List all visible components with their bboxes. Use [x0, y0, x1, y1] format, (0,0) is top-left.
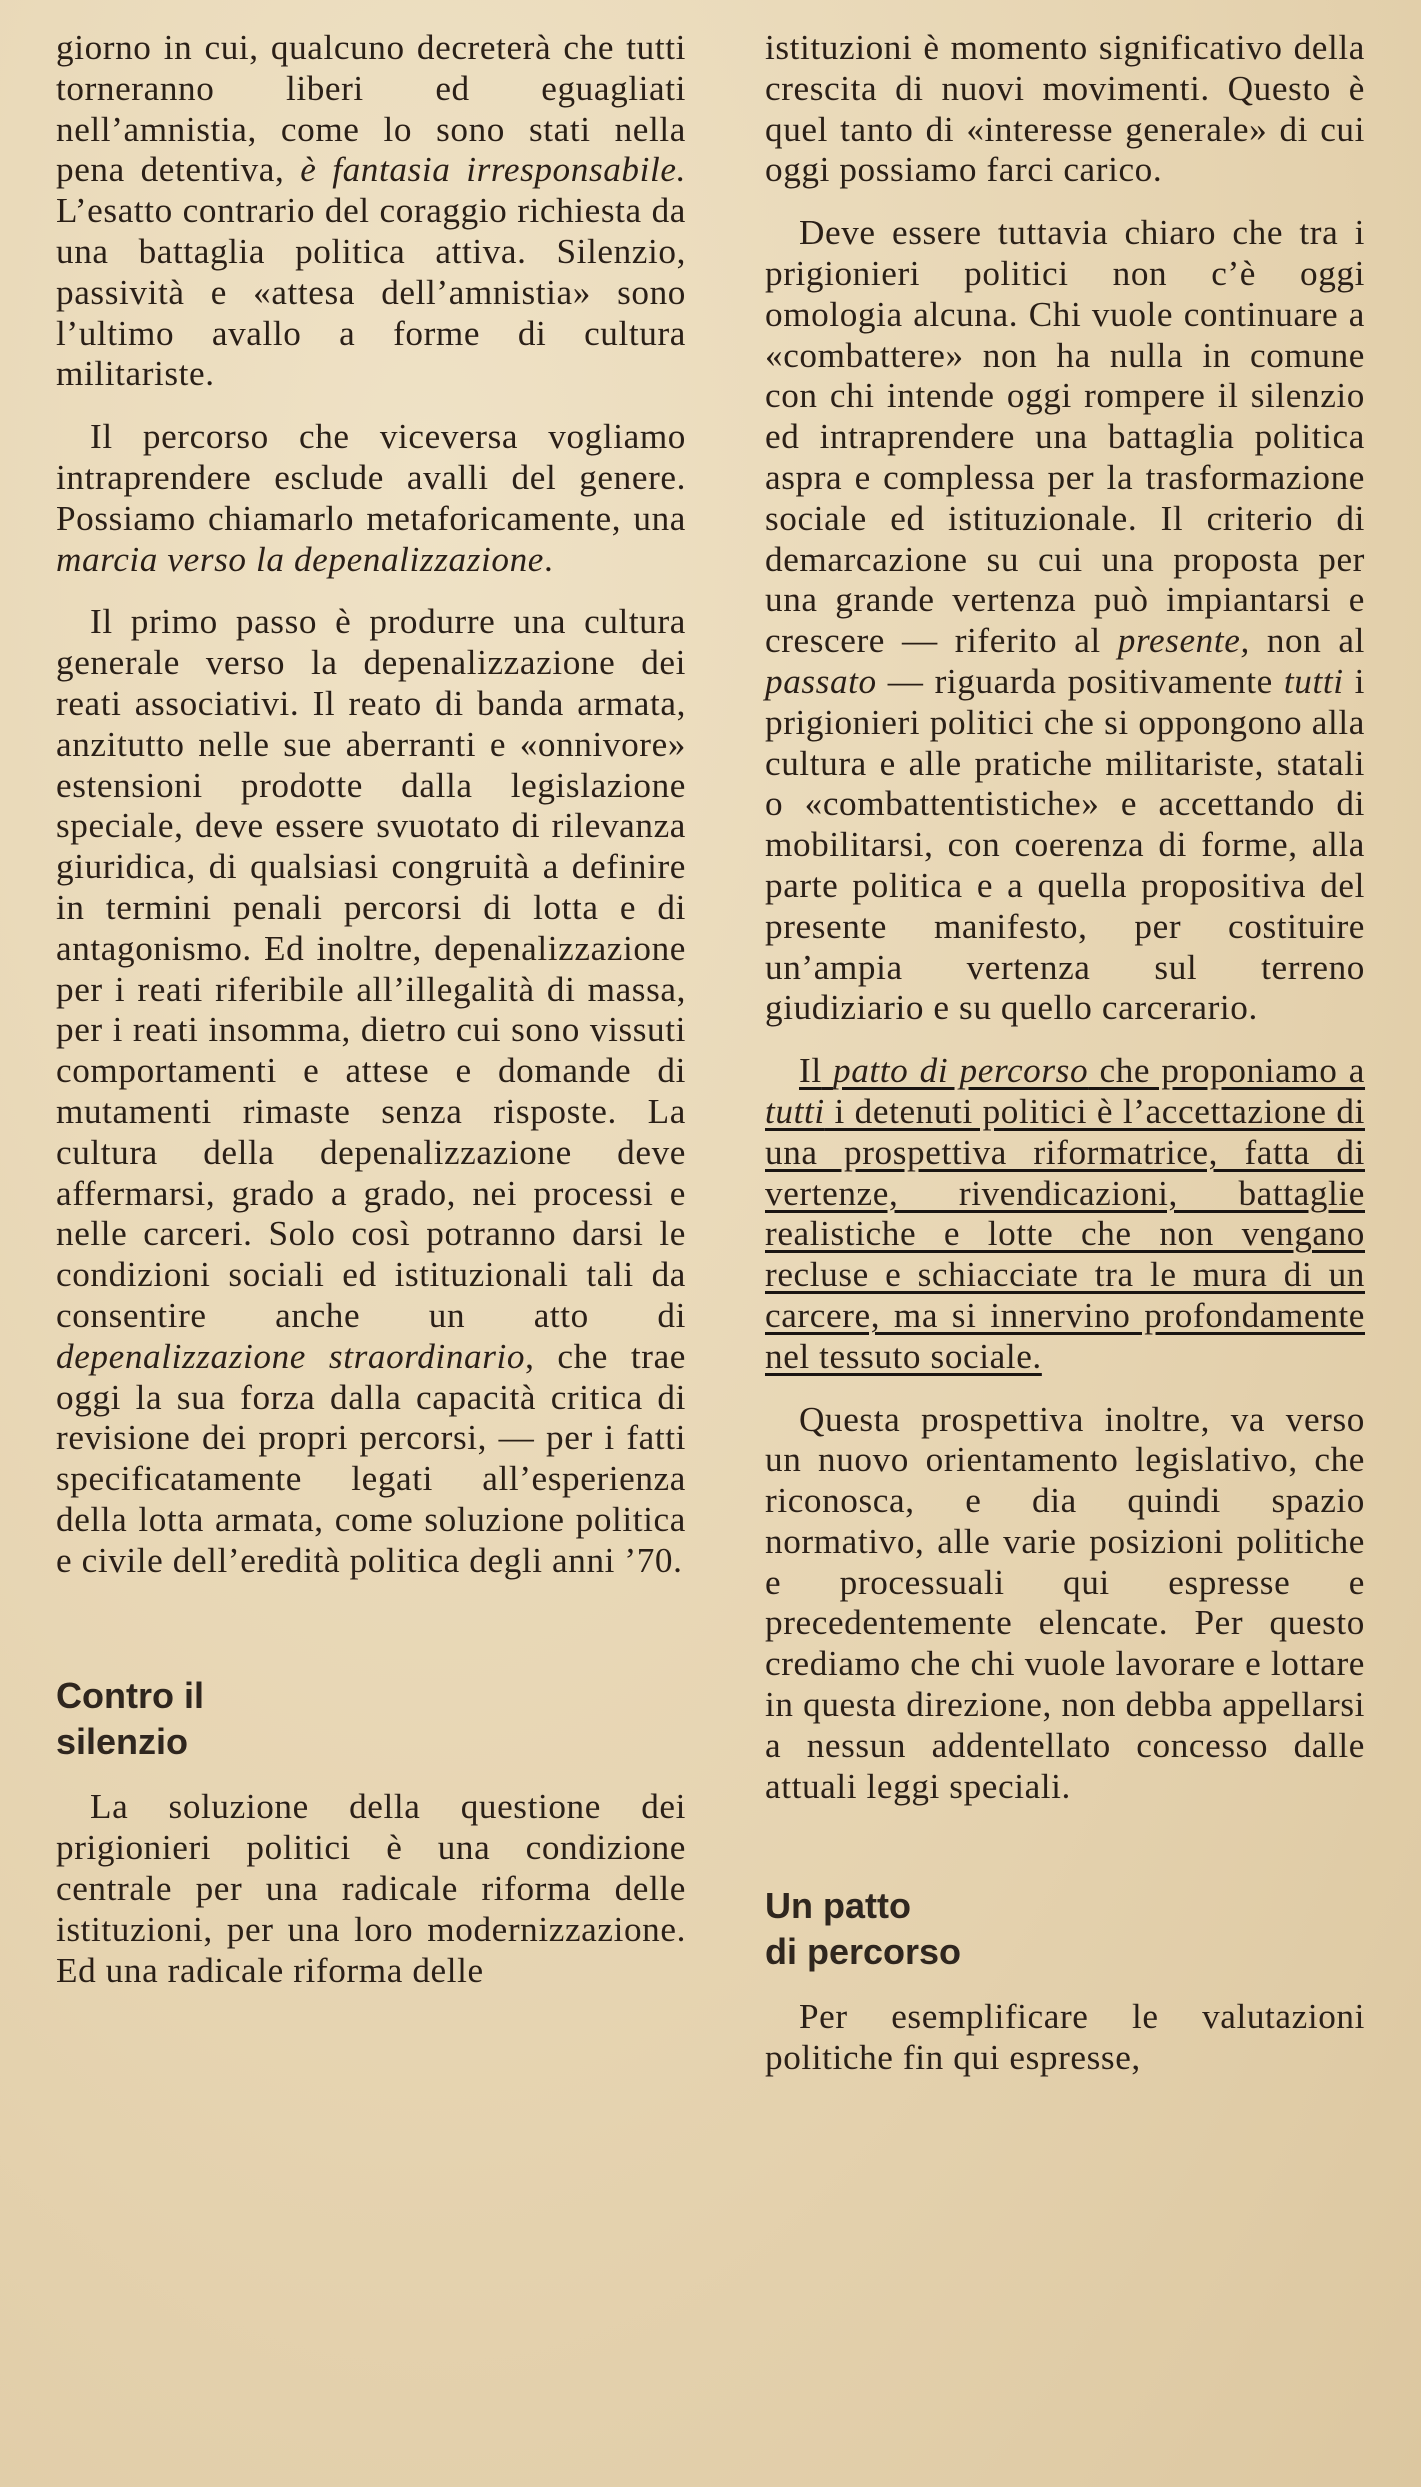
right-column [765, 28, 1365, 2101]
paragraph: Il percorso che viceversa vogliamo intraprendere esclude avalli del genere. Possiamo chiamarlo metaforicamente, una marcia verso la depenalizzazione. [56, 417, 686, 579]
paragraph: Per esemplificare le valutazioni politiche fin qui espresse, [765, 1997, 1365, 2078]
paragraph: Deve essere tuttavia chiaro che tra i prigionieri politici non c’è oggi omologia alcuna. Chi vuole continuare a «combattere» non ha nulla in comune con chi intende oggi rompere il silenzio ed intraprendere una battaglia politica aspra e complessa per la trasformazione sociale ed istituzionale. Il criterio di demarcazione su cui una proposta per una grande vertenza può impiantarsi e crescere — riferito al presente, non al passato — riguarda positivamente tutti i prigionieri politici che si oppongono alla cultura e alle pratiche militariste, statali o «combattentistiche» e accettando di mobilitarsi, con coerenza di forme, alla parte politica e a quella propositiva del presente manifesto, per costituire un’ampia vertenza sul terreno giudiziario e su quello carcerario. [765, 213, 1365, 1028]
paragraph: Questa prospettiva inoltre, va verso un nuovo orientamento legislativo, che riconosca, e dia quindi spazio normativo, alle varie posizioni politiche e processuali qui espresse e precedentemente elencate. Per questo crediamo che chi vuole lavorare e lottare in questa direzione, non debba appellarsi a nessun addentellato concesso dalle attuali leggi speciali. [765, 1399, 1365, 1806]
paragraph: Il primo passo è produrre una cultura generale verso la depenalizzazione dei reati associativi. Il reato di banda armata, anzitutto nelle sue aberranti e «onnivore» estensioni prodotte dalla legislazione speciale, deve essere svuotato di rilevanza giuridica, di qualsiasi congruità a definire in termini penali percorsi di lotta e di antagonismo. Ed inoltre, depenalizzazione per i reati riferibile all’illegalità di massa, per i reati insomma, dietro cui sono vissuti comportamenti e attese e domande di mutamenti rimaste senza risposte. La cultura della depenalizzazione deve affermarsi, grado a grado, nei processi e nelle carceri. Solo così potranno darsi le condizioni sociali ed istituzionali tali da consentire anche un atto di depenalizzazione straordinario, che trae oggi la sua forza dalla capacità critica di revisione dei propri percorsi, — per i fatti specificatamente legati all’esperienza della lotta armata, come soluzione politica e civile dell’eredità politica degli anni ’70. [56, 602, 687, 1580]
paragraph: istituzioni è momento significativo della crescita di nuovi movimenti. Questo è quel tanto di «interesse generale» di cui oggi possiamo farci carico. [765, 28, 1365, 190]
paragraph: La soluzione della questione dei prigionieri politici è una condizione centrale per una radicale riforma delle istituzioni, per una loro modernizzazione. Ed una radicale riforma delle [56, 1787, 686, 1990]
section-heading: Contro il silenzio [56, 1675, 204, 1763]
underlined-paragraph: Il patto di percorso che proponiamo a tutti i detenuti politici è l’accettazione di una prospettiva riformatrice, fatta di vertenze, rivendicazioni, battaglie realistiche e lotte che non vengano recluse e schiacciate tra le mura di un carcere, ma si innervino profondamente nel tessuto sociale. [765, 1051, 1366, 1376]
paragraph: giorno in cui, qualcuno decreterà che tutti torneranno liberi ed eguagliati nell’amnistia, come lo sono stati nella pena detentiva, è fantasia irresponsabile. L’esatto contrario del coraggio richiesta da una battaglia politica attiva. Silenzio, passività e «attesa dell’amnistia» sono l’ultimo avallo a forme di cultura militariste. [56, 28, 686, 394]
section-heading: Un patto di percorso [765, 1885, 962, 1973]
left-column [56, 28, 686, 2013]
